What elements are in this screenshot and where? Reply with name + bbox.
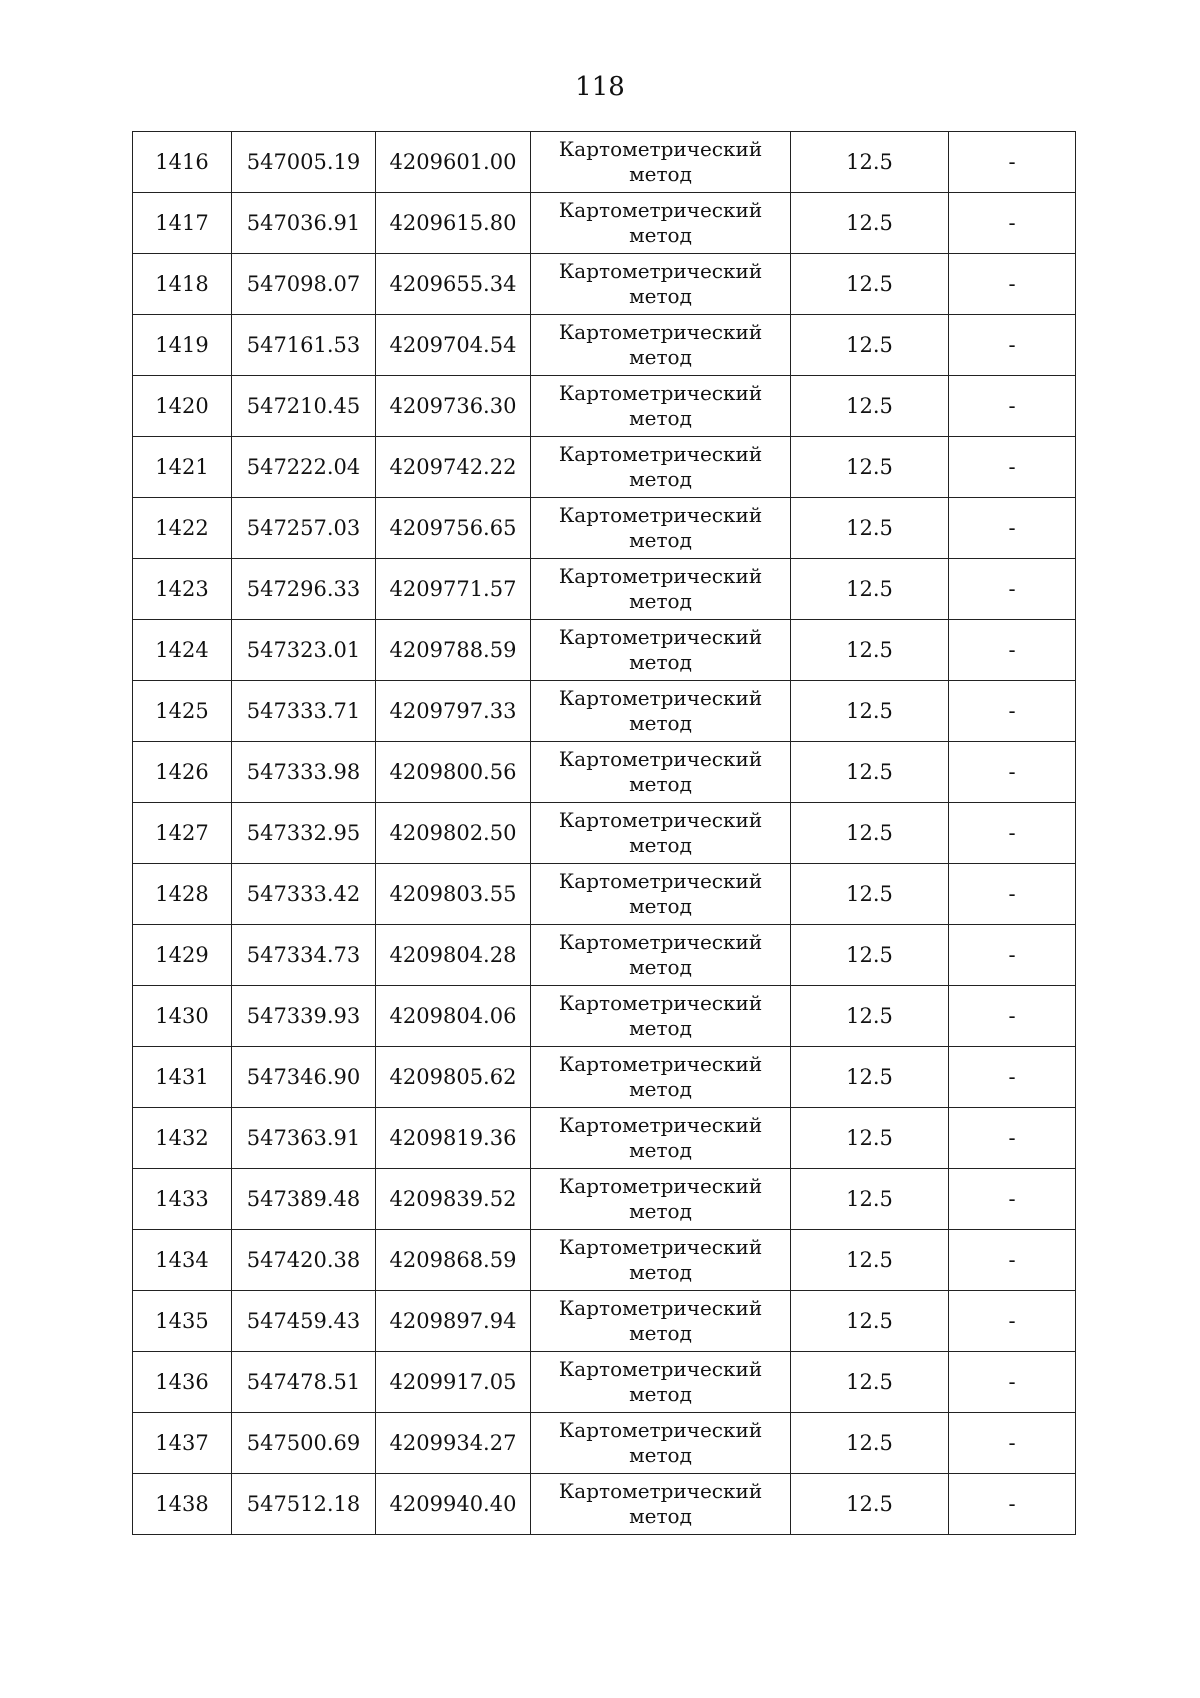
x-coordinate-cell: 547339.93 xyxy=(232,986,376,1047)
method-line-2: метод xyxy=(629,833,692,857)
method-line-2: метод xyxy=(629,345,692,369)
method-line-2: метод xyxy=(629,894,692,918)
point-number-cell: 1437 xyxy=(133,1413,232,1474)
method-line-2: метод xyxy=(629,528,692,552)
note-cell: - xyxy=(949,620,1076,681)
point-number-cell: 1436 xyxy=(133,1352,232,1413)
point-number-cell: 1438 xyxy=(133,1474,232,1535)
table-row xyxy=(133,925,1076,986)
y-coordinate-cell: 4209800.56 xyxy=(376,742,531,803)
method-line-1: Картометрический xyxy=(558,503,763,527)
x-coordinate-cell: 547333.42 xyxy=(232,864,376,925)
x-coordinate-cell: 547161.53 xyxy=(232,315,376,376)
table-row xyxy=(133,376,1076,437)
method-cell xyxy=(531,864,791,925)
accuracy-cell: 12.5 xyxy=(791,132,949,193)
method-line-2: метод xyxy=(629,223,692,247)
method-line-1: Картометрический xyxy=(558,198,763,222)
table-row xyxy=(133,1291,1076,1352)
method-cell xyxy=(531,1169,791,1230)
accuracy-cell: 12.5 xyxy=(791,1413,949,1474)
table-row xyxy=(133,1474,1076,1535)
x-coordinate-cell: 547257.03 xyxy=(232,498,376,559)
note-cell: - xyxy=(949,132,1076,193)
y-coordinate-cell: 4209788.59 xyxy=(376,620,531,681)
method-line-2: метод xyxy=(629,1016,692,1040)
x-coordinate-cell: 547346.90 xyxy=(232,1047,376,1108)
page-number: 118 xyxy=(575,72,625,102)
table-row xyxy=(133,437,1076,498)
method-line-2: метод xyxy=(629,1504,692,1528)
method-line-1: Картометрический xyxy=(558,869,763,893)
method-line-1: Картометрический xyxy=(558,442,763,466)
accuracy-cell: 12.5 xyxy=(791,620,949,681)
table-row xyxy=(133,1352,1076,1413)
method-line-2: метод xyxy=(629,1138,692,1162)
note-cell: - xyxy=(949,1291,1076,1352)
x-coordinate-cell: 547512.18 xyxy=(232,1474,376,1535)
method-cell xyxy=(531,742,791,803)
method-line-2: метод xyxy=(629,162,692,186)
accuracy-cell: 12.5 xyxy=(791,559,949,620)
table-row xyxy=(133,498,1076,559)
x-coordinate-cell: 547363.91 xyxy=(232,1108,376,1169)
point-number-cell: 1416 xyxy=(133,132,232,193)
y-coordinate-cell: 4209897.94 xyxy=(376,1291,531,1352)
x-coordinate-cell: 547323.01 xyxy=(232,620,376,681)
method-cell xyxy=(531,986,791,1047)
accuracy-cell: 12.5 xyxy=(791,1352,949,1413)
x-coordinate-cell: 547210.45 xyxy=(232,376,376,437)
note-cell: - xyxy=(949,1413,1076,1474)
method-cell xyxy=(531,925,791,986)
method-cell xyxy=(531,803,791,864)
point-number-cell: 1418 xyxy=(133,254,232,315)
method-line-2: метод xyxy=(629,589,692,613)
table-row xyxy=(133,1169,1076,1230)
accuracy-cell: 12.5 xyxy=(791,925,949,986)
method-cell xyxy=(531,620,791,681)
accuracy-cell: 12.5 xyxy=(791,315,949,376)
method-line-1: Картометрический xyxy=(558,1418,763,1442)
y-coordinate-cell: 4209797.33 xyxy=(376,681,531,742)
x-coordinate-cell: 547389.48 xyxy=(232,1169,376,1230)
note-cell: - xyxy=(949,498,1076,559)
x-coordinate-cell: 547332.95 xyxy=(232,803,376,864)
accuracy-cell: 12.5 xyxy=(791,437,949,498)
method-line-1: Картометрический xyxy=(558,930,763,954)
accuracy-cell: 12.5 xyxy=(791,742,949,803)
method-line-2: метод xyxy=(629,406,692,430)
x-coordinate-cell: 547459.43 xyxy=(232,1291,376,1352)
table-row xyxy=(133,986,1076,1047)
point-number-cell: 1431 xyxy=(133,1047,232,1108)
y-coordinate-cell: 4209601.00 xyxy=(376,132,531,193)
point-number-cell: 1420 xyxy=(133,376,232,437)
y-coordinate-cell: 4209655.34 xyxy=(376,254,531,315)
y-coordinate-cell: 4209802.50 xyxy=(376,803,531,864)
method-line-2: метод xyxy=(629,1077,692,1101)
method-line-2: метод xyxy=(629,1443,692,1467)
point-number-cell: 1424 xyxy=(133,620,232,681)
y-coordinate-cell: 4209934.27 xyxy=(376,1413,531,1474)
point-number-cell: 1427 xyxy=(133,803,232,864)
method-line-1: Картометрический xyxy=(558,320,763,344)
accuracy-cell: 12.5 xyxy=(791,498,949,559)
table-row xyxy=(133,803,1076,864)
method-line-1: Картометрический xyxy=(558,747,763,771)
y-coordinate-cell: 4209804.28 xyxy=(376,925,531,986)
x-coordinate-cell: 547420.38 xyxy=(232,1230,376,1291)
method-cell xyxy=(531,1047,791,1108)
point-number-cell: 1433 xyxy=(133,1169,232,1230)
method-line-2: метод xyxy=(629,284,692,308)
accuracy-cell: 12.5 xyxy=(791,193,949,254)
point-number-cell: 1435 xyxy=(133,1291,232,1352)
method-cell xyxy=(531,1413,791,1474)
method-cell xyxy=(531,132,791,193)
table-row xyxy=(133,132,1076,193)
y-coordinate-cell: 4209805.62 xyxy=(376,1047,531,1108)
note-cell: - xyxy=(949,193,1076,254)
method-line-1: Картометрический xyxy=(558,137,763,161)
table-row xyxy=(133,681,1076,742)
note-cell: - xyxy=(949,1230,1076,1291)
method-line-2: метод xyxy=(629,1382,692,1406)
table-row xyxy=(133,315,1076,376)
y-coordinate-cell: 4209704.54 xyxy=(376,315,531,376)
y-coordinate-cell: 4209868.59 xyxy=(376,1230,531,1291)
method-line-2: метод xyxy=(629,650,692,674)
table-row xyxy=(133,1047,1076,1108)
point-number-cell: 1425 xyxy=(133,681,232,742)
note-cell: - xyxy=(949,1352,1076,1413)
x-coordinate-cell: 547222.04 xyxy=(232,437,376,498)
accuracy-cell: 12.5 xyxy=(791,986,949,1047)
method-cell xyxy=(531,376,791,437)
note-cell: - xyxy=(949,742,1076,803)
note-cell: - xyxy=(949,864,1076,925)
point-number-cell: 1432 xyxy=(133,1108,232,1169)
x-coordinate-cell: 547036.91 xyxy=(232,193,376,254)
coordinates-table-body xyxy=(133,132,1076,1535)
y-coordinate-cell: 4209804.06 xyxy=(376,986,531,1047)
method-line-1: Картометрический xyxy=(558,808,763,832)
table-row xyxy=(133,1108,1076,1169)
point-number-cell: 1421 xyxy=(133,437,232,498)
method-line-1: Картометрический xyxy=(558,1235,763,1259)
method-cell xyxy=(531,315,791,376)
method-line-2: метод xyxy=(629,955,692,979)
method-cell xyxy=(531,254,791,315)
x-coordinate-cell: 547333.71 xyxy=(232,681,376,742)
note-cell: - xyxy=(949,803,1076,864)
accuracy-cell: 12.5 xyxy=(791,254,949,315)
y-coordinate-cell: 4209819.36 xyxy=(376,1108,531,1169)
method-line-1: Картометрический xyxy=(558,1052,763,1076)
note-cell: - xyxy=(949,1108,1076,1169)
accuracy-cell: 12.5 xyxy=(791,1474,949,1535)
accuracy-cell: 12.5 xyxy=(791,1230,949,1291)
point-number-cell: 1417 xyxy=(133,193,232,254)
note-cell: - xyxy=(949,437,1076,498)
y-coordinate-cell: 4209940.40 xyxy=(376,1474,531,1535)
y-coordinate-cell: 4209803.55 xyxy=(376,864,531,925)
method-line-1: Картометрический xyxy=(558,1479,763,1503)
point-number-cell: 1422 xyxy=(133,498,232,559)
note-cell: - xyxy=(949,376,1076,437)
point-number-cell: 1419 xyxy=(133,315,232,376)
method-line-2: метод xyxy=(629,467,692,491)
method-cell xyxy=(531,1291,791,1352)
method-cell xyxy=(531,193,791,254)
y-coordinate-cell: 4209736.30 xyxy=(376,376,531,437)
point-number-cell: 1428 xyxy=(133,864,232,925)
point-number-cell: 1423 xyxy=(133,559,232,620)
note-cell: - xyxy=(949,681,1076,742)
method-line-2: метод xyxy=(629,1321,692,1345)
accuracy-cell: 12.5 xyxy=(791,1169,949,1230)
method-line-1: Картометрический xyxy=(558,991,763,1015)
method-line-1: Картометрический xyxy=(558,1357,763,1381)
y-coordinate-cell: 4209742.22 xyxy=(376,437,531,498)
note-cell: - xyxy=(949,1474,1076,1535)
method-line-1: Картометрический xyxy=(558,625,763,649)
accuracy-cell: 12.5 xyxy=(791,376,949,437)
table-row xyxy=(133,193,1076,254)
y-coordinate-cell: 4209615.80 xyxy=(376,193,531,254)
point-number-cell: 1430 xyxy=(133,986,232,1047)
y-coordinate-cell: 4209839.52 xyxy=(376,1169,531,1230)
note-cell: - xyxy=(949,315,1076,376)
method-cell xyxy=(531,681,791,742)
accuracy-cell: 12.5 xyxy=(791,803,949,864)
note-cell: - xyxy=(949,1169,1076,1230)
x-coordinate-cell: 547005.19 xyxy=(232,132,376,193)
point-number-cell: 1434 xyxy=(133,1230,232,1291)
accuracy-cell: 12.5 xyxy=(791,681,949,742)
method-cell xyxy=(531,1230,791,1291)
table-row xyxy=(133,620,1076,681)
method-line-2: метод xyxy=(629,1260,692,1284)
method-cell xyxy=(531,559,791,620)
table-row xyxy=(133,742,1076,803)
method-cell xyxy=(531,1108,791,1169)
note-cell: - xyxy=(949,559,1076,620)
method-line-1: Картометрический xyxy=(558,1296,763,1320)
note-cell: - xyxy=(949,986,1076,1047)
point-number-cell: 1426 xyxy=(133,742,232,803)
note-cell: - xyxy=(949,254,1076,315)
accuracy-cell: 12.5 xyxy=(791,1047,949,1108)
method-cell xyxy=(531,437,791,498)
y-coordinate-cell: 4209756.65 xyxy=(376,498,531,559)
y-coordinate-cell: 4209771.57 xyxy=(376,559,531,620)
x-coordinate-cell: 547098.07 xyxy=(232,254,376,315)
method-line-2: метод xyxy=(629,711,692,735)
note-cell: - xyxy=(949,1047,1076,1108)
x-coordinate-cell: 547333.98 xyxy=(232,742,376,803)
table-row xyxy=(133,1230,1076,1291)
method-line-1: Картометрический xyxy=(558,381,763,405)
method-line-1: Картометрический xyxy=(558,1174,763,1198)
method-cell xyxy=(531,1474,791,1535)
accuracy-cell: 12.5 xyxy=(791,1108,949,1169)
method-line-1: Картометрический xyxy=(558,564,763,588)
y-coordinate-cell: 4209917.05 xyxy=(376,1352,531,1413)
method-line-2: метод xyxy=(629,1199,692,1223)
accuracy-cell: 12.5 xyxy=(791,1291,949,1352)
accuracy-cell: 12.5 xyxy=(791,864,949,925)
x-coordinate-cell: 547500.69 xyxy=(232,1413,376,1474)
coordinates-table xyxy=(132,131,1076,1535)
table-row xyxy=(133,864,1076,925)
method-line-1: Картометрический xyxy=(558,1113,763,1137)
method-line-2: метод xyxy=(629,772,692,796)
method-line-1: Картометрический xyxy=(558,686,763,710)
x-coordinate-cell: 547478.51 xyxy=(232,1352,376,1413)
x-coordinate-cell: 547296.33 xyxy=(232,559,376,620)
method-line-1: Картометрический xyxy=(558,259,763,283)
x-coordinate-cell: 547334.73 xyxy=(232,925,376,986)
table-row xyxy=(133,1413,1076,1474)
table-row xyxy=(133,254,1076,315)
method-cell xyxy=(531,498,791,559)
point-number-cell: 1429 xyxy=(133,925,232,986)
method-cell xyxy=(531,1352,791,1413)
table-row xyxy=(133,559,1076,620)
note-cell: - xyxy=(949,925,1076,986)
